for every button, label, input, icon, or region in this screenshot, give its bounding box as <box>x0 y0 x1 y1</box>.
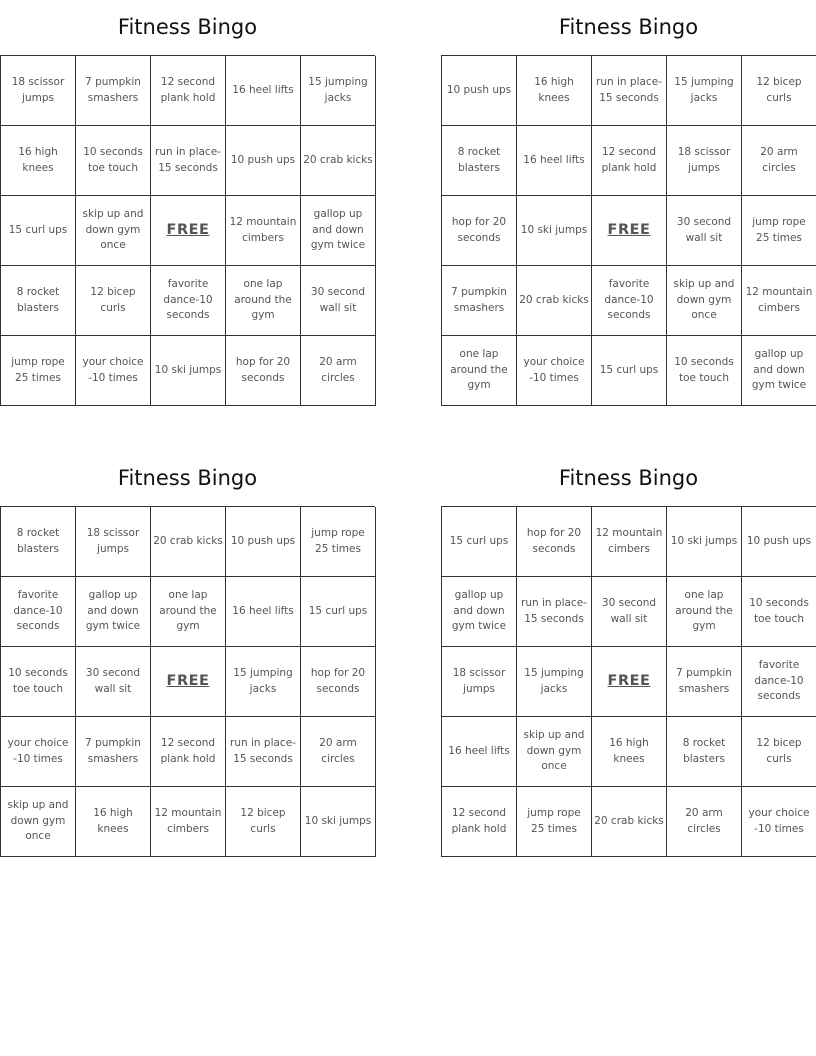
bingo-cell: 18 scissor jumps <box>1 56 76 126</box>
card-title: Fitness Bingo <box>117 15 258 39</box>
bingo-cell: 10 ski jumps <box>151 336 226 406</box>
bingo-cell: favorite dance-10 seconds <box>1 577 76 647</box>
bingo-cell: 10 seconds toe touch <box>76 126 151 196</box>
bingo-cell: 7 pumpkin smashers <box>76 56 151 126</box>
bingo-cell: 20 arm circles <box>301 717 376 787</box>
bingo-cell: 18 scissor jumps <box>76 507 151 577</box>
bingo-cell: 15 jumping jacks <box>667 56 742 126</box>
bingo-cell: 10 seconds toe touch <box>742 577 816 647</box>
bingo-cell: 12 second plank hold <box>151 717 226 787</box>
bingo-cell: run in place-15 seconds <box>592 56 667 126</box>
bingo-cell: 10 push ups <box>742 507 816 577</box>
bingo-cell: one lap around the gym <box>442 336 517 406</box>
bingo-cell: 10 push ups <box>226 507 301 577</box>
bingo-cell: 15 curl ups <box>1 196 76 266</box>
bingo-cell: 7 pumpkin smashers <box>76 717 151 787</box>
bingo-cell: 30 second wall sit <box>667 196 742 266</box>
bingo-cell: gallop up and down gym twice <box>742 336 816 406</box>
bingo-cell: gallop up and down gym twice <box>76 577 151 647</box>
bingo-cell: your choice -10 times <box>517 336 592 406</box>
bingo-cell: skip up and down gym once <box>517 717 592 787</box>
bingo-cell: skip up and down gym once <box>667 266 742 336</box>
bingo-cell: 15 jumping jacks <box>226 647 301 717</box>
bingo-cell: your choice -10 times <box>742 787 816 857</box>
bingo-card-3 <box>0 463 375 857</box>
bingo-grid <box>441 55 816 406</box>
bingo-cell: jump rope 25 times <box>1 336 76 406</box>
free-space-cell: FREE <box>592 647 667 717</box>
bingo-cell: 20 crab kicks <box>517 266 592 336</box>
bingo-cell: 12 second plank hold <box>442 787 517 857</box>
free-space-cell: FREE <box>151 196 226 266</box>
card-title: Fitness Bingo <box>558 15 699 39</box>
bingo-cell: favorite dance-10 seconds <box>592 266 667 336</box>
bingo-cell: 12 mountain cimbers <box>742 266 816 336</box>
bingo-cell: 18 scissor jumps <box>667 126 742 196</box>
bingo-cell: 15 curl ups <box>592 336 667 406</box>
bingo-cell: 7 pumpkin smashers <box>442 266 517 336</box>
bingo-cell: 10 push ups <box>442 56 517 126</box>
bingo-cell: favorite dance-10 seconds <box>742 647 816 717</box>
bingo-cell: jump rope 25 times <box>301 507 376 577</box>
bingo-cell: favorite dance-10 seconds <box>151 266 226 336</box>
bingo-cell: run in place-15 seconds <box>151 126 226 196</box>
bingo-cell: run in place-15 seconds <box>226 717 301 787</box>
bingo-cell: 16 heel lifts <box>442 717 517 787</box>
bingo-cell: 30 second wall sit <box>592 577 667 647</box>
bingo-cell: 15 curl ups <box>301 577 376 647</box>
bingo-card-1 <box>0 12 375 406</box>
card-title: Fitness Bingo <box>558 466 699 490</box>
bingo-cell: 10 ski jumps <box>517 196 592 266</box>
bingo-cell: 10 ski jumps <box>301 787 376 857</box>
bingo-cell: your choice -10 times <box>1 717 76 787</box>
free-space-cell: FREE <box>592 196 667 266</box>
bingo-grid <box>0 55 375 406</box>
bingo-grid <box>0 506 375 857</box>
bingo-cell: 16 high knees <box>517 56 592 126</box>
bingo-cell: run in place-15 seconds <box>517 577 592 647</box>
bingo-cell: 12 mountain cimbers <box>592 507 667 577</box>
bingo-cell: 12 mountain cimbers <box>151 787 226 857</box>
bingo-cell: hop for 20 seconds <box>517 507 592 577</box>
bingo-cell: your choice -10 times <box>76 336 151 406</box>
bingo-cell: 8 rocket blasters <box>1 507 76 577</box>
free-space-cell: FREE <box>151 647 226 717</box>
bingo-card-4 <box>441 463 816 857</box>
bingo-cell: one lap around the gym <box>151 577 226 647</box>
bingo-cell: one lap around the gym <box>226 266 301 336</box>
bingo-cell: 15 curl ups <box>442 507 517 577</box>
bingo-cell: hop for 20 seconds <box>226 336 301 406</box>
bingo-cell: 12 bicep curls <box>226 787 301 857</box>
bingo-cell: skip up and down gym once <box>1 787 76 857</box>
bingo-cell: one lap around the gym <box>667 577 742 647</box>
bingo-cell: 12 second plank hold <box>151 56 226 126</box>
bingo-cell: 16 high knees <box>76 787 151 857</box>
bingo-cell: 8 rocket blasters <box>667 717 742 787</box>
bingo-cell: jump rope 25 times <box>517 787 592 857</box>
bingo-cell: 10 push ups <box>226 126 301 196</box>
bingo-cell: 30 second wall sit <box>301 266 376 336</box>
bingo-card-2 <box>441 12 816 406</box>
bingo-cell: 10 ski jumps <box>667 507 742 577</box>
bingo-cell: 16 heel lifts <box>226 577 301 647</box>
bingo-cell: 10 seconds toe touch <box>667 336 742 406</box>
bingo-cell: 16 high knees <box>592 717 667 787</box>
bingo-cell: 16 heel lifts <box>226 56 301 126</box>
bingo-cell: 18 scissor jumps <box>442 647 517 717</box>
bingo-cell: 12 bicep curls <box>76 266 151 336</box>
bingo-cell: 20 arm circles <box>742 126 816 196</box>
bingo-cell: 12 bicep curls <box>742 717 816 787</box>
bingo-cell: gallop up and down gym twice <box>442 577 517 647</box>
bingo-cell: 30 second wall sit <box>76 647 151 717</box>
bingo-cell: 12 second plank hold <box>592 126 667 196</box>
bingo-cell: 20 crab kicks <box>301 126 376 196</box>
bingo-cell: 7 pumpkin smashers <box>667 647 742 717</box>
bingo-cell: 8 rocket blasters <box>442 126 517 196</box>
bingo-cell: 12 bicep curls <box>742 56 816 126</box>
bingo-cell: 20 arm circles <box>667 787 742 857</box>
bingo-grid <box>441 506 816 857</box>
card-title: Fitness Bingo <box>117 466 258 490</box>
bingo-cell: 20 arm circles <box>301 336 376 406</box>
bingo-cell: 16 high knees <box>1 126 76 196</box>
bingo-cell: 10 seconds toe touch <box>1 647 76 717</box>
bingo-cell: jump rope 25 times <box>742 196 816 266</box>
bingo-cell: skip up and down gym once <box>76 196 151 266</box>
bingo-cell: 20 crab kicks <box>151 507 226 577</box>
bingo-cell: gallop up and down gym twice <box>301 196 376 266</box>
bingo-cell: 15 jumping jacks <box>301 56 376 126</box>
bingo-cell: 8 rocket blasters <box>1 266 76 336</box>
bingo-cell: 20 crab kicks <box>592 787 667 857</box>
bingo-cell: 15 jumping jacks <box>517 647 592 717</box>
bingo-cell: 16 heel lifts <box>517 126 592 196</box>
bingo-cell: 12 mountain cimbers <box>226 196 301 266</box>
bingo-cell: hop for 20 seconds <box>301 647 376 717</box>
bingo-cell: hop for 20 seconds <box>442 196 517 266</box>
